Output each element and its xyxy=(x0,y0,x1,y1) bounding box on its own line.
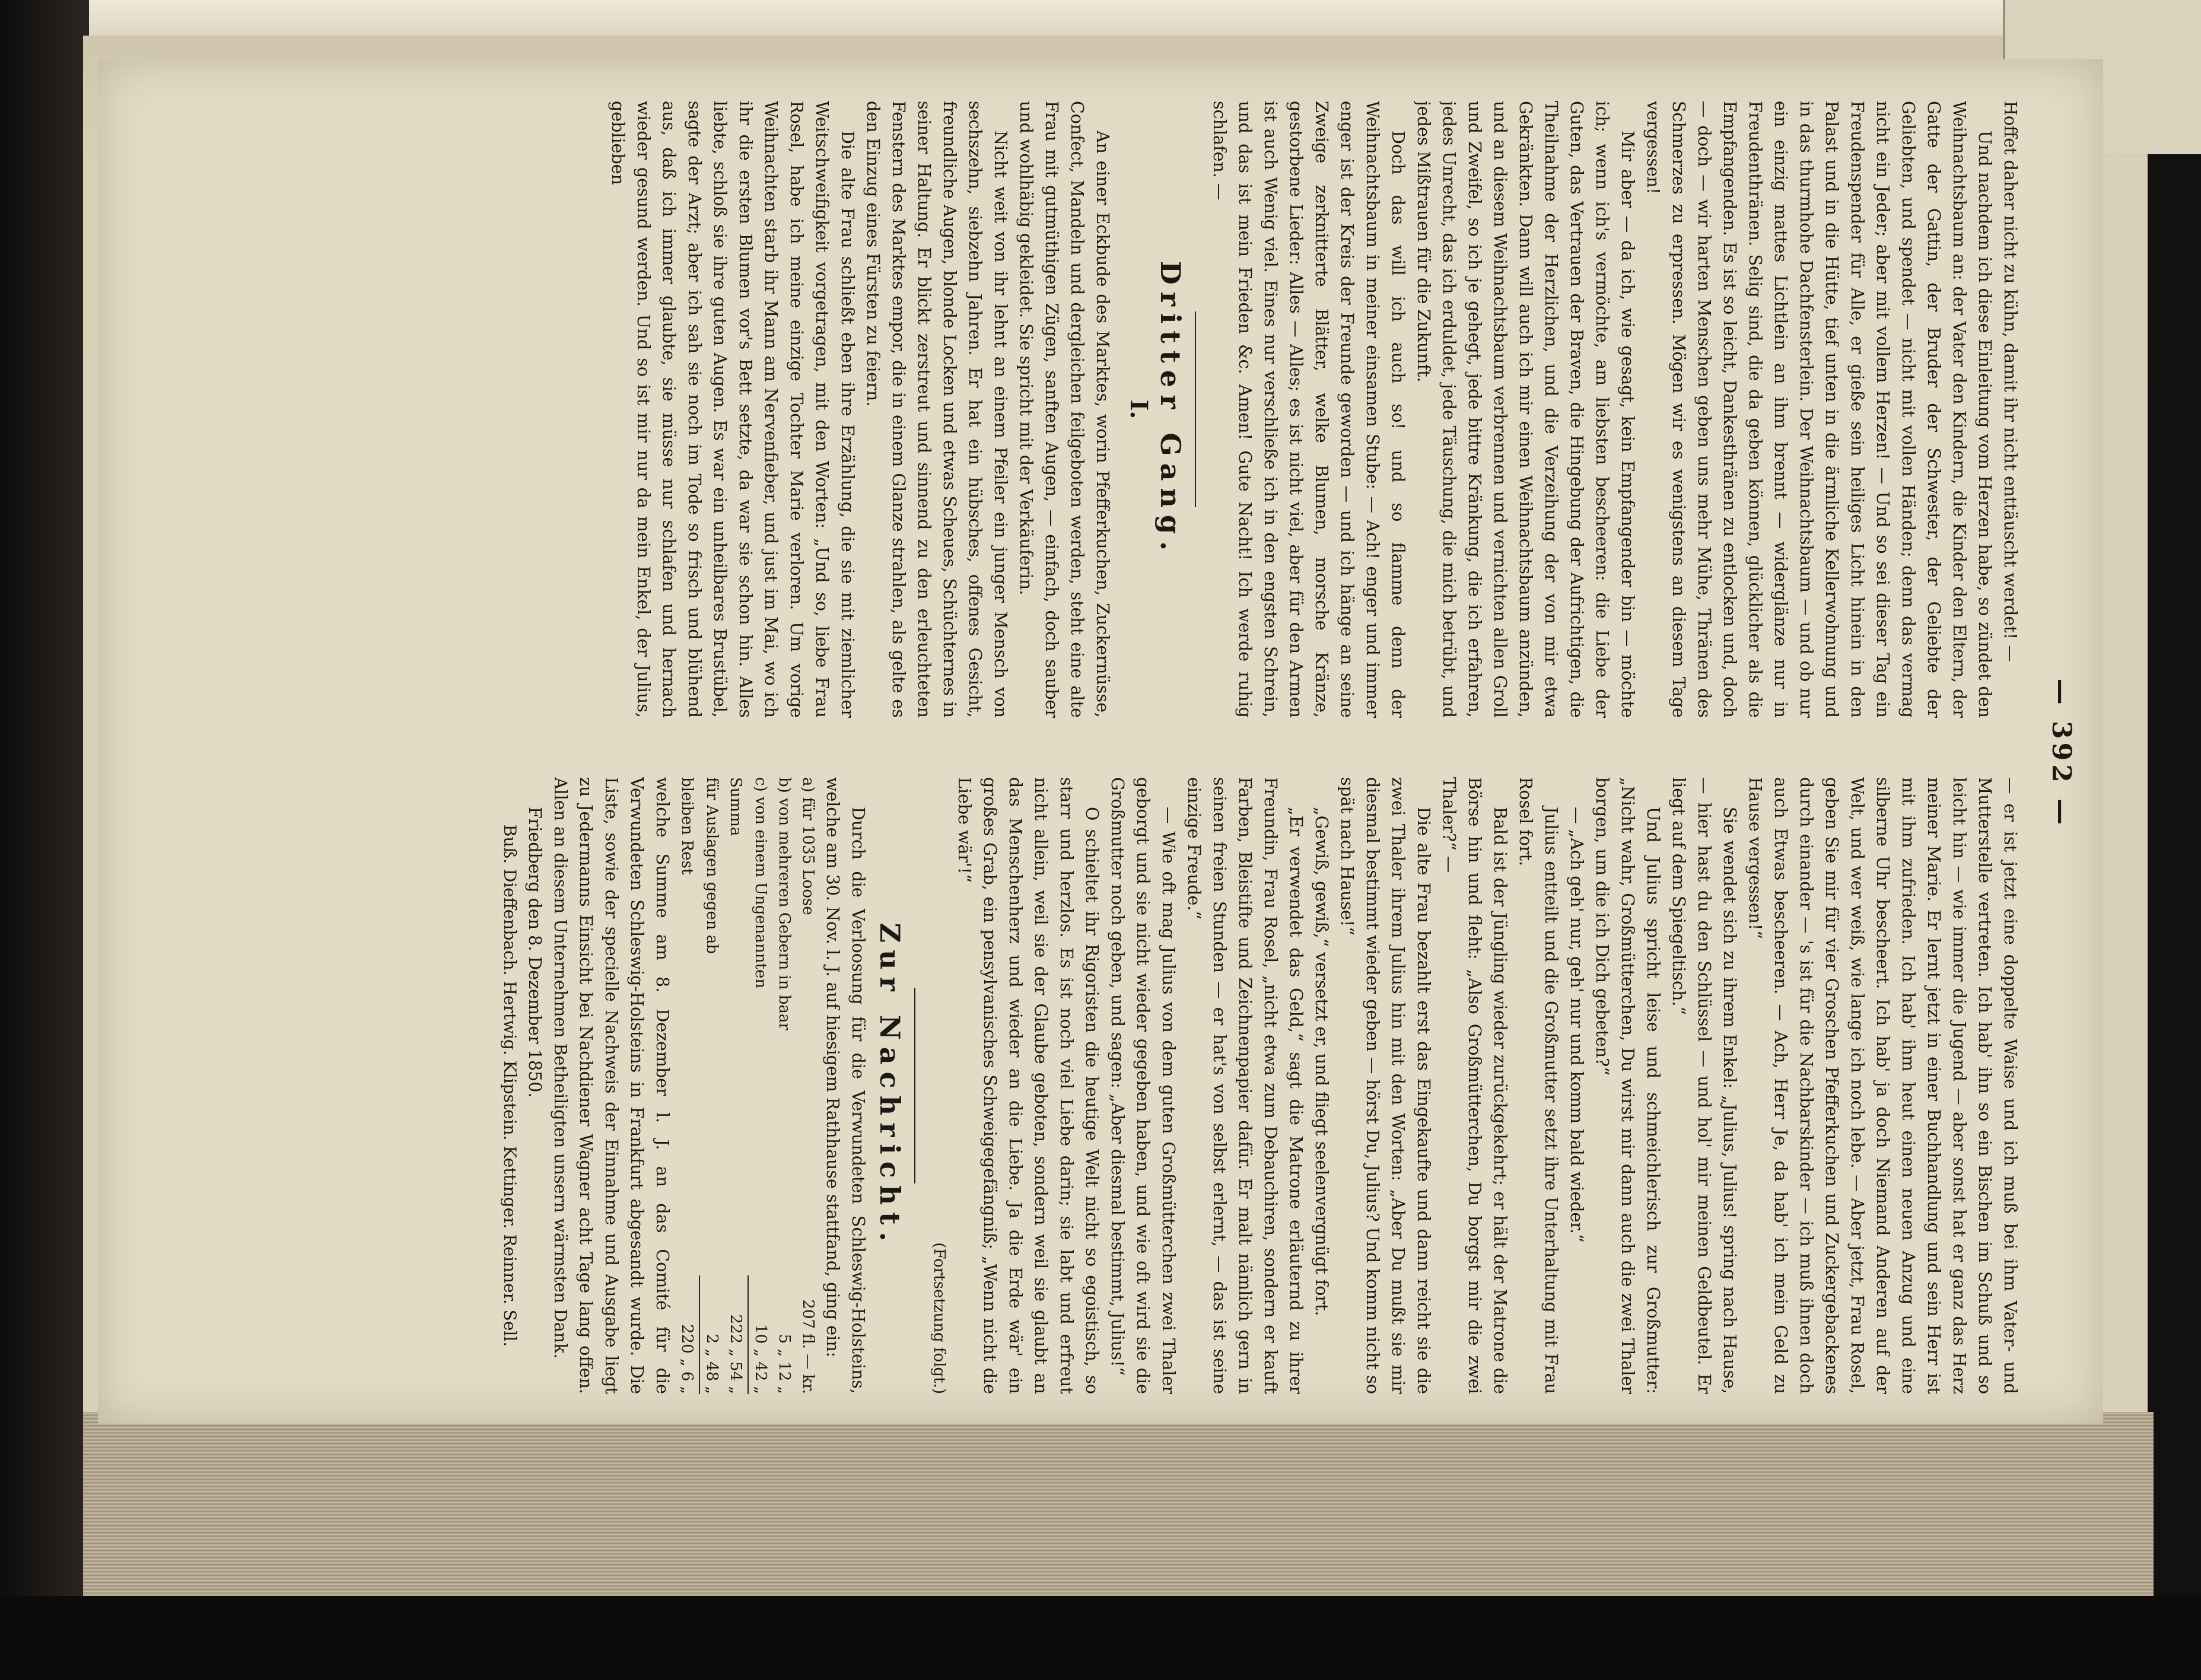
paragraph: Die alte Frau schließt eben ihre Erzählung, die sie mit ziemlicher Weitschweifigkeit vorgetragen, mit den Worten: „Und so, liebe Frau Rosel, habe ich meine einzige Tochter Marie verloren. Um vorige Weihnachten starb ihr Mann am Nervenfieber, und just im Mai, wo ich ihr die ersten Blumen vor's Bett setzte, da war sie schon hin. Alles liebte, schloß sie ihre guten Augen. Es war ein unheilbares Brustübel, sagte der Arzt; aber ich sah sie noch im Tode so frisch und blühend aus, daß ich immer glaubte, sie müsse nur schlafen und hernach wieder gesund werden. Und so ist mir nur da mein Enkel, der Julius, geblieben xyxy=(608,101,857,718)
paragraph: Hoffet daher nicht zu kühn, damit ihr nicht enttäuscht werdet! — xyxy=(2000,101,2020,662)
account-label: c) von einem Ungenannten xyxy=(752,777,769,989)
printed-page xyxy=(98,59,2103,1424)
account-value: 207 fl. — kr. xyxy=(799,1299,817,1394)
account-label: Summa xyxy=(727,777,745,836)
notice-text: welche Summe am 8. Dezember l. J. an das Comité für die Verwundeten Schleswig-Holsteins in Frankfurt abgesandt wurde. Die Liste, sowie der specielle Nachweis der Einnahme und Ausgabe liegt zu Jedermanns Einsicht bei Nachdiener Wagner acht Tage lang offen. Allen an diesem Unternehmen Betheiligten unsern wärmsten Dank. xyxy=(551,777,672,1394)
notice-title: Zur Nachricht. xyxy=(874,922,906,1249)
book-cover-bottom xyxy=(0,1596,2201,1680)
account-value: 220 „ 6 „ xyxy=(678,1324,696,1394)
account-label: für Auslagen gegen ab xyxy=(703,777,721,954)
paragraph: An einer Eckbude des Marktes, worin Pfefferkuchen, Zuckernüsse, Confect, Mandeln und dergleichen feilgeboten werden, steht eine alte Frau mit gutmüthigen Zügen, sanften Augen, — einfach, doch sauber und wohlhäbig gekleidet. Sie spricht mit der Verkäuferin. xyxy=(1016,101,1112,718)
paragraph: Julius entteilt und die Großmutter setzt ihre Unterhaltung mit Frau Rosel fort. xyxy=(1516,777,1561,1394)
paragraph: — er ist jetzt eine doppelte Waise und ich muß bei ihm Vater- und Mutterstelle vertreten. Ich hab' ihn so ein Bischen im Schuß und so leicht hin — wie immer die Jugend — aber sonst hat er ganz das Herz meiner Marie. Er lernt jetzt in einer Buchhandlung und sein Herr ist mit ihm zufrieden. Ich hab' ihm heut einen neuen Anzug und eine silberne Uhr bescheert. Ich hab' ja doch Niemand Anderen auf der Welt, und wer weiß, wie lange ich noch lebe. — Aber jetzt, Frau Rosel, geben Sie mir für vier Groschen Pfefferkuchen und Zuckergebackenes durch einander — 's ist für die Nachbarskinder — ich muß ihnen doch auch Etwas bescheeren. — Ach, Herr Je, da hab' ich mein Geld zu Hause vergessen!“ xyxy=(1745,777,2020,1394)
notice-text: Durch die Verloosung für die Verwundeten Schleswig-Holsteins, welche am 30. Nov. l. J. auf hiesigem Rathhause stattfand, ging ein: xyxy=(823,777,868,1394)
paragraph: Die alte Frau bezahlt erst das Eingekaufte und dann reicht sie die zwei Thaler ihrem Julius hin mit den Worten: „Aber Du mußt sie mir diesmal bestimmt wieder geben — hörst Du, Julius? Und komm nicht so spät nach Hause!“ xyxy=(1337,777,1433,1394)
account-row xyxy=(700,777,724,1394)
paragraph: Nicht weit von ihr lehnt an einem Pfeiler ein junger Mensch von sechszehn, siebzehn Jahren. Er hat ein hübsches, offenes Gesicht, freundliche Augen, blonde Locken und etwas Scheues, Schüchternes in seiner Haltung. Er blickt zerstreut und sinnend zu den erleuchteten Fenstern des Marktes empor, die in einem Glanze strahlen, als gelte es den Einzug eines Fürsten zu feiern. xyxy=(863,101,1010,718)
paragraph: „Gewiß, gewiß,“ versetzt er, und fliegt seelenvergnügt fort. xyxy=(1312,807,1331,1316)
section-title: Dritter Gang. xyxy=(1154,260,1187,558)
paragraph: O schieltet ihr Rigoristen die heutige Welt nicht so egoistisch, so starr und herzlos. Es ist noch viel Liebe darin; sie labt und erfreut nicht allein, weil sie der Glaube geboten, sondern weil sie glaubt an das Menschenherz und wieder an die Liebe. Ja die Erde wär' ein großes Grab, ein pensylvanisches Schweigegefängniß; „Wenn nicht die Liebe wär'!“ xyxy=(955,777,1102,1394)
section-divider xyxy=(1195,311,1196,507)
paragraph: Doch das will ich auch so! und so flamme denn der Weihnachtsbaum in meiner einsamen Stube: — Ach! enger und immer enger ist der Kreis der Freunde geworden — und ich hänge an seine Zweige zerknitterte Blätter, welke Blumen, morsche Kränze, gestorbene Lieder: Alles — Alles; es ist nicht viel, aber für den Armen ist auch Wenig viel. Eines nur verschließe ich in den engsten Schrein, und das ist mein Frieden &c. Amen! Gute Nacht! Ich werde ruhig schlafen. — xyxy=(1210,101,1408,718)
account-row xyxy=(749,777,772,1394)
paragraph: Bald ist der Jüngling wieder zurückgekehrt; er hält der Matrone die Börse hin und fleht: „Also Großmütterchen, Du borgst mir die zwei Thaler?“ — xyxy=(1439,777,1510,1394)
rotated-text-block xyxy=(119,101,2076,1406)
paragraph: — Wie oft mag Julius von dem guten Großmütterchen zwei Thaler geborgt und sie nicht wieder gegeben haben, und wie oft wird sie die Großmutter noch geben, und sagen: „Aber diesmal bestimmt, Julius!“ xyxy=(1108,777,1178,1394)
right-column xyxy=(125,777,2023,1394)
accounts-table xyxy=(675,777,820,1394)
account-label: bleiben Rest xyxy=(678,777,696,875)
account-row xyxy=(724,777,748,1394)
account-label: b) von mehreren Gebern in baar xyxy=(775,777,793,1030)
section-number: I. xyxy=(1125,399,1153,419)
account-label: a) für 1035 Loose xyxy=(799,777,817,915)
account-value: 10 „ 42 „ xyxy=(752,1324,769,1394)
paragraph: „Er verwendet das Geld,“ sagt die Matrone erläuternd zu ihrer Freundin, Frau Rosel, „nicht etwa zum Debauchiren, sondern er kauft Farben, Bleistifte und Zeichnenpapier dafür. Er malt nämlich gern in seinen freien Stunden — er hat's von selbst erlernt, — das ist seine einzige Freude.“ xyxy=(1184,777,1306,1394)
page-fore-edge xyxy=(83,1412,2154,1599)
signatories: Buß. Dieffenbach. Hertwig. Klipstein. Kettinger. Reinner. Sell. xyxy=(500,824,520,1347)
paragraph: Mir aber — da ich, wie gesagt, kein Empfangender bin — möchte ich; wenn ich's vermöchte, am liebsten bescheeren: die Liebe der Guten, das Vertrauen der Braven, die Hingebung der Aufrichtigen, die Theilnahme der Herzlichen, und die Verzeihung der von mir etwa Gekränkten. Dann will auch ich mir einen Weihnachtsbaum anzünden, und an diesem Weihnachtsbaum verbrennen und vernichten allen Groll und Zweifel, so ich je gehegt, jede bittre Kränkung, die ich erfahren, jedes Unrecht, das ich erduldet, jede Täuschung, die mich betrübt, und jedes Mißtrauen für die Zukunft. xyxy=(1414,101,1637,718)
paragraph: — „Ach geh' nur, geh' nur und komm bald wieder.“ xyxy=(1567,807,1586,1243)
account-row xyxy=(675,777,699,1394)
continuation-note: (Fortsetzung folgt.) xyxy=(930,1242,948,1394)
account-row xyxy=(796,777,820,1394)
paragraph: Und Julius spricht leise und schmeichlerisch zur Großmutter: „Nicht wahr, Großmütterchen, Du wirst mir dann auch die zwei Thaler borgen, um die ich Dich gebeten?“ xyxy=(1592,777,1663,1394)
paragraph: Sie wendet sich zu ihrem Enkel: „Julius, Julius! spring nach Hause, — hier hast du den Schlüssel — und hol' mir meinen Geldbeutel. Er liegt auf dem Spiegeltisch.“ xyxy=(1669,777,1739,1394)
paragraph: Und nachdem ich diese Einleitung vom Herzen habe, so zündet den Weihnachtsbaum an: der Vater den Kindern, die Kinder den Eltern, der Gatte der Gattin, der Bruder der Schwester, der Geliebte der Geliebten, und spendet — nicht mit vollen Händen; denn das vermag nicht ein Jeder; aber mit vollem Herzen! — Und so sei dieser Tag ein Freudenspender für Alle, er gieße sein heiliges Licht hinein in den Palast und in die Hütte, tief unten in die ärmliche Kellerwohnung und in das thurmhohe Dachfensterlein. Der Weihnachtsbaum — und ob nur ein einzig mattes Lichtlein an ihm brennt — widerglänze nur in Freudenthränen. Selig sind, die da geben können, glücklicher als die Empfangenden. Es ist so leicht, Dankesthränen zu entlocken und, doch — doch — wir harten Menschen geben uns mehr Mühe, Thränen des Schmerzes zu erpressen. Mögen wir es wenigstens an diesem Tage vergessen! xyxy=(1643,101,1995,718)
book-cover-spine xyxy=(0,0,89,1680)
account-value: 5 „ 12 „ xyxy=(775,1334,793,1394)
account-row xyxy=(772,777,796,1394)
account-value: 222 „ 54 „ xyxy=(727,1314,745,1394)
notice-divider xyxy=(914,988,915,1183)
page-number: — 392 — xyxy=(2046,678,2076,829)
place-date: Friedberg den 8. Dezember 1850. xyxy=(525,807,545,1098)
left-column xyxy=(125,101,2023,718)
account-value: 2 „ 48 „ xyxy=(703,1334,721,1394)
